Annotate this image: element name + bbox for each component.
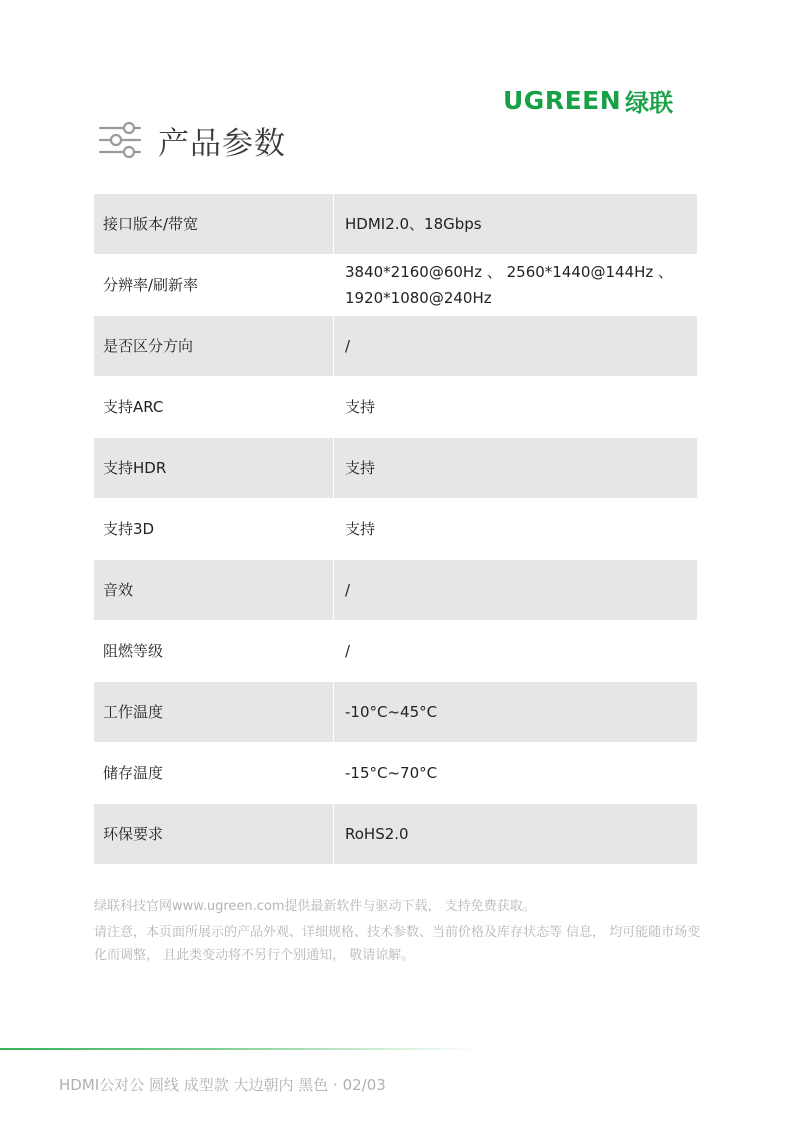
spec-value: RoHS2.0 xyxy=(334,804,697,864)
spec-value: HDMI2.0、18Gbps xyxy=(334,194,697,254)
spec-value: / xyxy=(345,642,351,660)
spec-label: 是否区分方向 xyxy=(94,316,333,376)
spec-row xyxy=(94,438,697,499)
sliders-icon xyxy=(98,120,142,160)
spec-label: 环保要求 xyxy=(94,804,333,864)
spec-label: 支持HDR xyxy=(94,438,333,498)
spec-row xyxy=(94,255,697,316)
spec-label: 分辨率/刷新率 xyxy=(103,276,199,294)
spec-row xyxy=(94,682,697,743)
spec-label: 接口版本/带宽 xyxy=(94,194,333,254)
spec-value: 支持 xyxy=(345,398,376,416)
brand-logo-latin: UGREEN xyxy=(503,85,622,115)
spec-row xyxy=(94,743,697,804)
spec-label: 音效 xyxy=(94,560,333,620)
spec-label: 支持3D xyxy=(103,520,155,538)
spec-value: 支持 xyxy=(345,520,376,538)
spec-table xyxy=(94,194,697,865)
spec-label: 支持ARC xyxy=(103,398,164,416)
spec-row xyxy=(94,316,697,377)
spec-row xyxy=(94,377,697,438)
spec-row xyxy=(94,560,697,621)
spec-value: -15°C~70°C xyxy=(345,764,438,782)
spec-value: / xyxy=(334,560,697,620)
notes xyxy=(94,895,704,967)
brand-logo xyxy=(503,84,673,116)
spec-label: 工作温度 xyxy=(94,682,333,742)
spec-row xyxy=(94,499,697,560)
spec-label: 储存温度 xyxy=(103,764,164,782)
spec-row xyxy=(94,194,697,255)
spec-label: 阻燃等级 xyxy=(103,642,164,660)
note-disclaimer: 请注意，本页面所展示的产品外观、详细规格、技术参数、当前价格及库存状态等 信息， 均可能随市场变化而调整， 且此类变动将不另行个别通知， 敬请谅解。 xyxy=(94,925,701,963)
spec-value: 支持 xyxy=(334,438,697,498)
section-title: 产品参数 xyxy=(158,125,286,162)
brand-logo-cn: 绿联 xyxy=(625,88,674,117)
spec-value: -10°C~45°C xyxy=(334,682,697,742)
note-download: 绿联科技官网www.ugreen.com提供最新软件与驱动下载， 支持免费获取。 xyxy=(94,899,536,914)
section-header xyxy=(98,118,286,162)
spec-row xyxy=(94,621,697,682)
spec-value: / xyxy=(334,316,697,376)
footer-divider xyxy=(0,1048,480,1050)
spec-value: 3840*2160@60Hz 、 2560*1440@144Hz 、 1920*1080@240Hz xyxy=(345,263,674,307)
spec-row xyxy=(94,804,697,865)
footer-text: HDMI公对公 圆线 成型款 大边朝内 黑色 · 02/03 xyxy=(59,1076,386,1094)
